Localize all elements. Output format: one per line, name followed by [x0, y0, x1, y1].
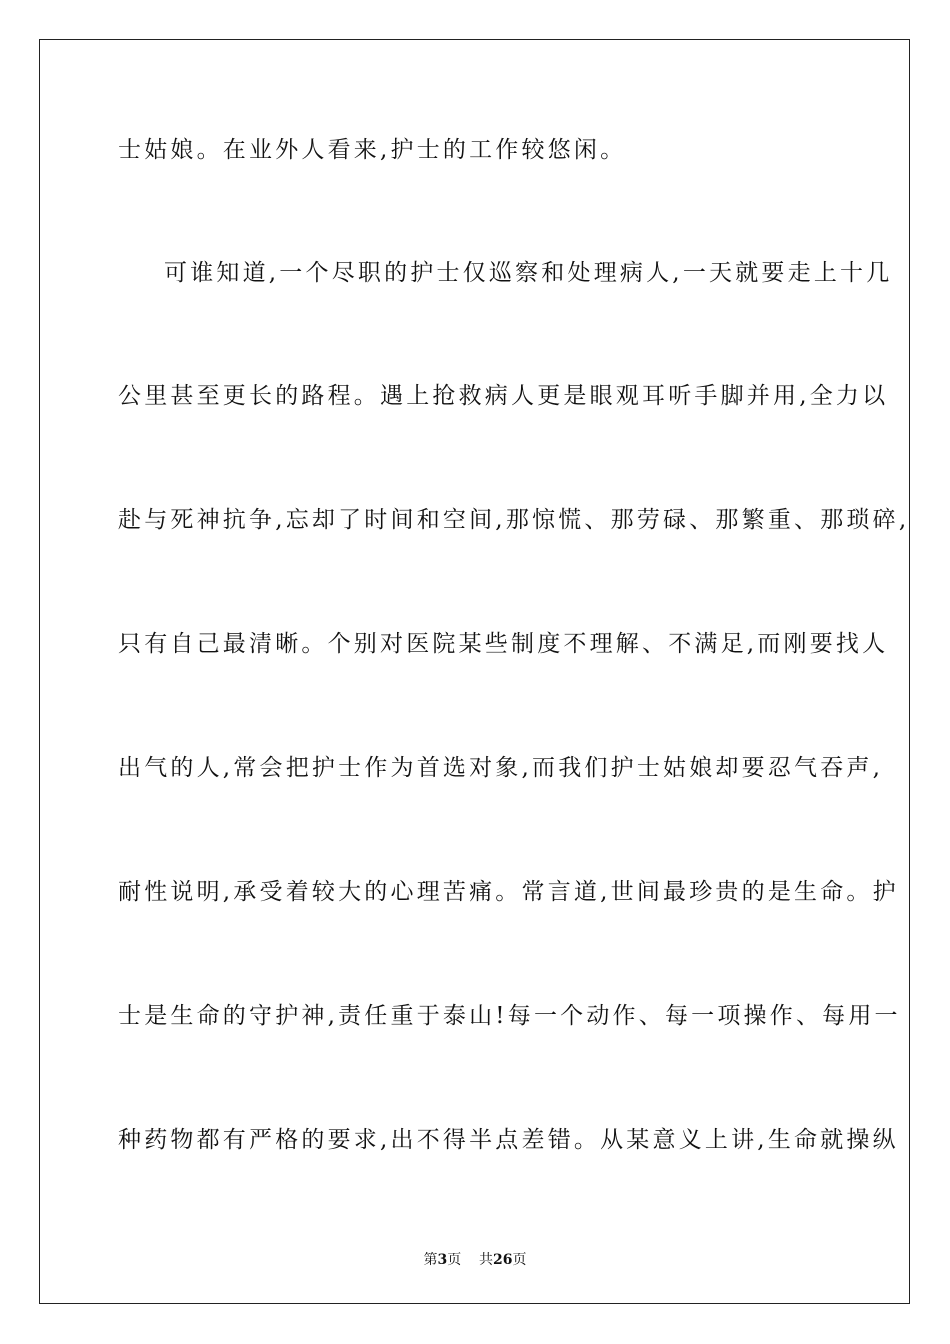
footer-page-suffix: 页	[447, 1252, 462, 1268]
text-line-3: 公里甚至更长的路程。遇上抢救病人更是眼观耳听手脚并用,全力以	[118, 383, 889, 409]
footer-page-prefix: 第	[423, 1252, 438, 1268]
footer-page-total: 26	[493, 1252, 513, 1268]
footer-total-prefix: 共	[479, 1252, 494, 1268]
text-line-9: 种药物都有严格的要求,出不得半点差错。从某意义上讲,生命就操纵	[118, 1127, 899, 1153]
text-line-7: 耐性说明,承受着较大的心理苦痛。常言道,世间最珍贵的是生命。护	[118, 879, 899, 905]
text-line-6: 出气的人,常会把护士作为首选对象,而我们护士姑娘却要忍气吞声,	[118, 755, 884, 781]
page-border	[39, 39, 910, 1304]
text-line-5: 只有自己最清晰。个别对医院某些制度不理解、不满足,而刚要找人	[118, 631, 889, 657]
text-line-2: 可谁知道,一个尽职的护士仅巡察和处理病人,一天就要走上十几	[164, 260, 893, 286]
footer-total-suffix: 页	[512, 1252, 527, 1268]
page-footer	[0, 1249, 950, 1269]
footer-page-current: 3	[437, 1252, 448, 1268]
text-line-8: 士是生命的守护神,责任重于泰山!每一个动作、每一项操作、每用一	[118, 1003, 901, 1029]
text-line-4: 赴与死神抗争,忘却了时间和空间,那惊慌、那劳碌、那繁重、那琐碎,	[118, 507, 910, 533]
text-line-1: 士姑娘。在业外人看来,护士的工作较悠闲。	[118, 137, 627, 163]
